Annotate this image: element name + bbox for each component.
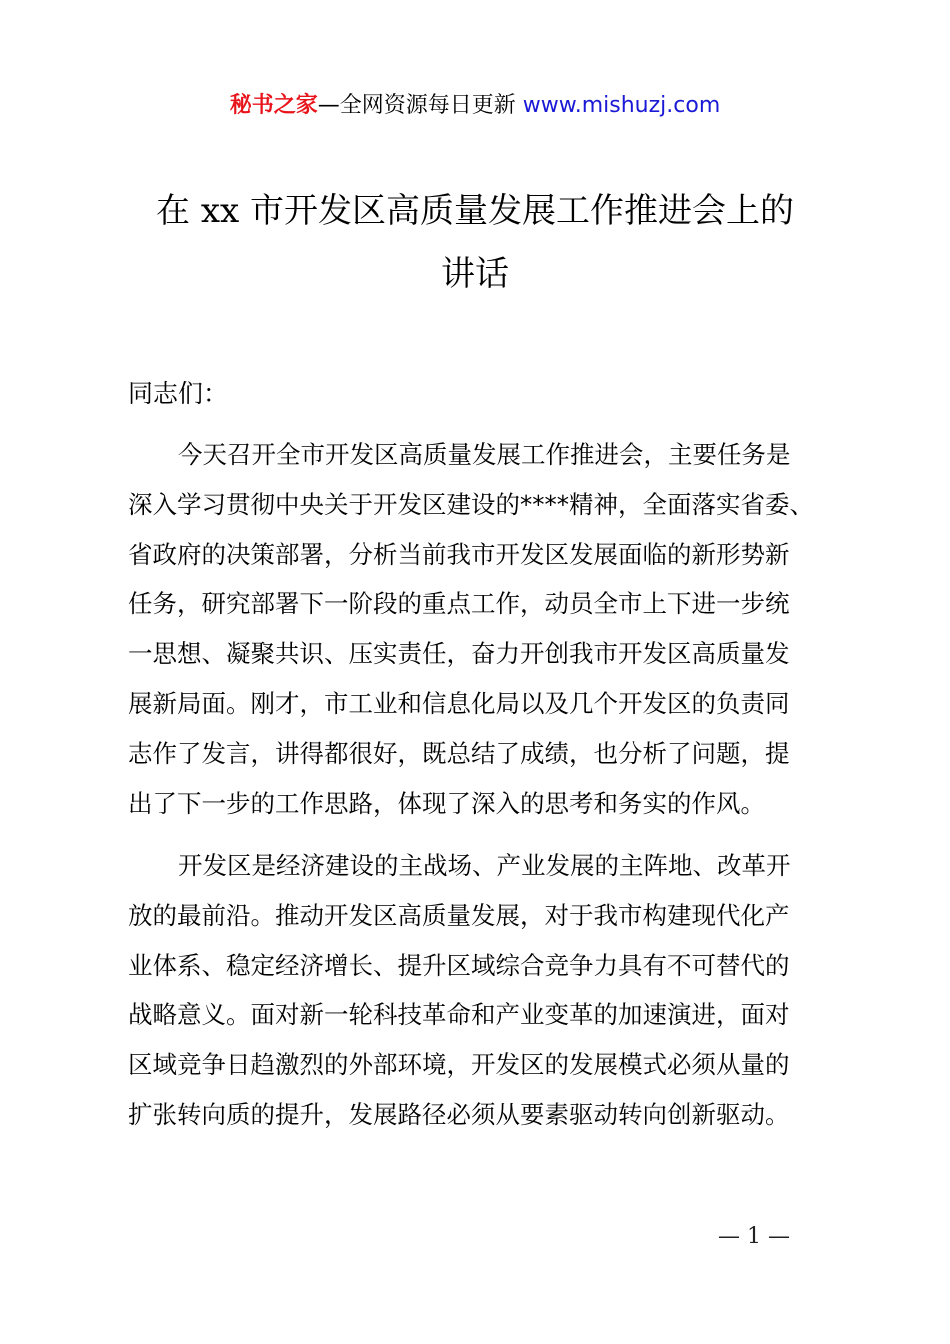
paragraph-2 (128, 841, 848, 1140)
paragraph-line: 战略意义。面对新一轮科技革命和产业变革的加速演进，面对 (128, 1000, 790, 1030)
paragraph-line: 今天召开全市开发区高质量发展工作推进会，主要任务是 (178, 440, 791, 469)
paragraph-line: 开发区是经济建设的主战场、产业发展的主阵地、改革开 (178, 851, 791, 880)
paragraph-line: 放的最前沿。推动开发区高质量发展，对于我市构建现代化产 (128, 900, 790, 930)
paragraph-line: 出了下一步的工作思路，体现了深入的思考和务实的作风。 (128, 788, 765, 818)
paragraph-line: 志作了发言，讲得都很好，既总结了成绩，也分析了问题，提 (128, 738, 790, 768)
paragraph-line: 深入学习贯彻中央关于开发区建设的****精神，全面落实省委、 (128, 489, 814, 519)
title-line-2: 讲话 (441, 254, 509, 294)
site-url-link[interactable]: www.mishuzj.com (522, 93, 721, 118)
site-banner (0, 88, 950, 119)
brand-name: 秘书之家 (229, 93, 318, 118)
paragraph-line: 展新局面。刚才，市工业和信息化局以及几个开发区的负责同 (128, 688, 790, 718)
paragraph-1 (128, 430, 848, 828)
paragraph-line: 扩张转向质的提升，发展路径必须从要素驱动转向创新驱动。 (128, 1099, 790, 1129)
paragraph-line: 区域竞争日趋激烈的外部环境，开发区的发展模式必须从量的 (128, 1050, 790, 1080)
paragraph-line: 业体系、稳定经济增长、提升区域综合竞争力具有不可替代的 (128, 950, 790, 980)
paragraph-line: 任务，研究部署下一阶段的重点工作，动员全市上下进一步统 (128, 589, 790, 619)
document-title (100, 180, 850, 306)
paragraph-line: 省政府的决策部署，分析当前我市开发区发展面临的新形势新 (128, 539, 790, 569)
page-number: — 1 — (718, 1224, 790, 1249)
paragraph-line: 一思想、凝聚共识、压实责任，奋力开创我市开发区高质量发 (128, 639, 790, 669)
banner-tagline: —全网资源每日更新 (317, 93, 523, 118)
title-line-1: 在 xx 市开发区高质量发展工作推进会上的 (156, 191, 794, 231)
salutation: 同志们： (128, 379, 229, 408)
